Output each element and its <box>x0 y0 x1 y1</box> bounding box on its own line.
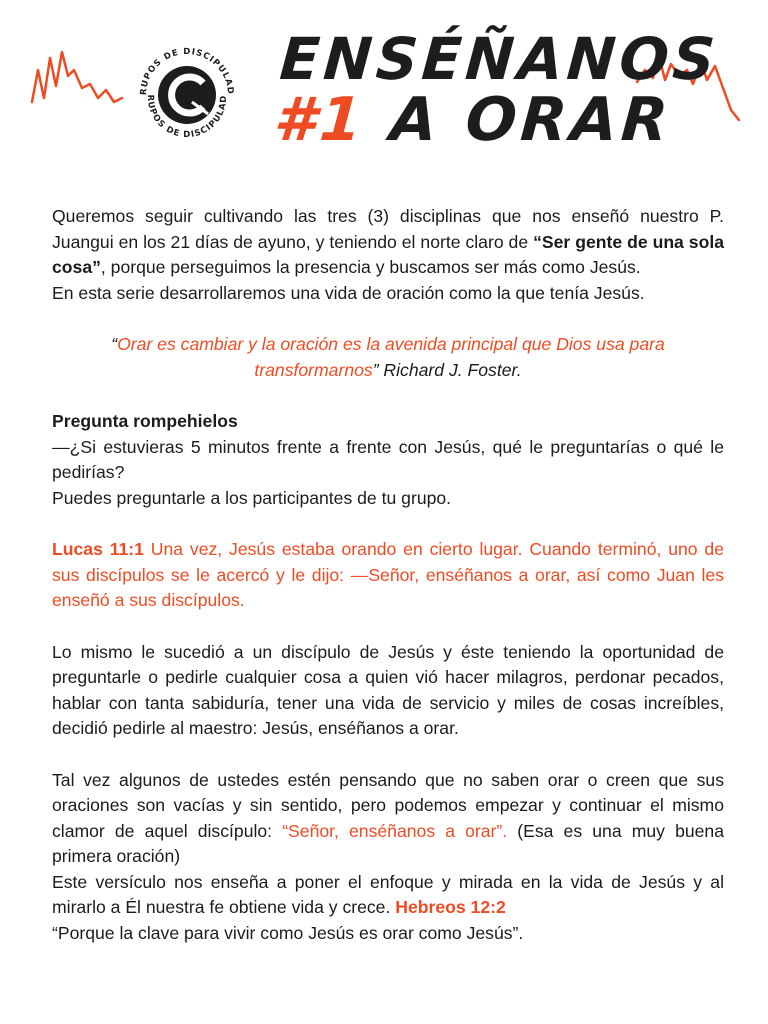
icebreaker-question: —¿Si estuvieras 5 minutos frente a frente con Jesús, qué le preguntarías o qué le pedirías? <box>52 436 724 482</box>
disciple-paragraph: Lo mismo le sucedió a un discípulo de Jesús y éste teniendo la oportunidad de preguntarle o pedirle cualquier cosa a quien vió hacer milagros, perdonar pecados, hablar con tanta sabiduría, tener una vida de servicio y miles de cosas increíbles, decidió pedirle al maestro: Jesús, enséñanos a orar. <box>52 641 724 738</box>
hebrews-reference: Hebreos 12:2 <box>395 897 506 917</box>
quote-author: Richard J. Foster. <box>378 359 522 380</box>
document-body <box>52 204 724 946</box>
intro-bold-phrase: “Ser gente de una sola cosa” <box>52 231 725 277</box>
closing-quote: “Porque la clave para vivir como Jesús es orar como Jesús”. <box>52 922 524 943</box>
intro-paragraph: Queremos seguir cultivando las tres (3) disciplinas que nos enseñó nuestro P. Juangui en los 21 días de ayuno, y teniendo el norte claro de “Ser gente de una sola cosa”, porque perseguimos la presencia y buscamos ser más como Jesús. <box>52 206 725 277</box>
prayer-paragraph: Tal vez algunos de ustedes estén pensando que no saben orar o creen que sus oraciones son vacías y sin sentido, pero podemos empezar y continuar el mismo clamor de aquel discípulo: “Señor, enséñanos a orar”. (Esa es una muy buena primera oración) <box>52 769 724 866</box>
series-description: En esta serie desarrollaremos una vida de oración como la que tenía Jesús. <box>52 282 645 303</box>
left-squiggle-decoration <box>30 40 125 115</box>
icebreaker-note: Puedes preguntarle a los participantes de tu grupo. <box>52 487 452 508</box>
header <box>0 0 768 180</box>
focus-paragraph: Este versículo nos enseña a poner el enfoque y mirada en la vida de Jesús y al mirarlo a Él nuestra fe obtiene vida y crece. Hebreos 12:2 <box>52 871 724 917</box>
title-line-2 <box>271 85 675 155</box>
title-line-1: ENSÉÑANOS <box>277 25 721 93</box>
icebreaker-heading: Pregunta rompehielos <box>52 411 238 431</box>
verse-text: Una vez, Jesús estaba orando en cierto lugar. Cuando terminó, uno de sus discípulos se le acercó y le dijo: —Señor, enséñanos a orar, así como Juan les enseñó a sus discípulos. <box>52 539 724 610</box>
quote-text: Orar es cambiar y la oración es la avenida principal que Dios usa para transformarnos <box>117 334 665 380</box>
verse-reference: Lucas 11:1 <box>52 539 144 559</box>
title-line-2-text: A ORAR <box>387 85 675 155</box>
foster-quote: “Orar es cambiar y la oración es la avenida principal que Dios usa para transformarnos” Richard J. Foster. <box>111 334 665 380</box>
svg-text:GRUPOS DE DISCIPULADO: RUPOS DE DISCIPULAD <box>144 94 230 141</box>
prayer-highlight: “Señor, enséñanos a orar”. <box>282 820 508 841</box>
svg-text:GRUPOS DE DISCIPULADO: RUPOS DE DISCIPULAD <box>138 46 236 96</box>
verse-luke <box>52 537 724 614</box>
series-number: #1 <box>271 85 368 155</box>
discipleship-groups-logo <box>132 40 242 150</box>
